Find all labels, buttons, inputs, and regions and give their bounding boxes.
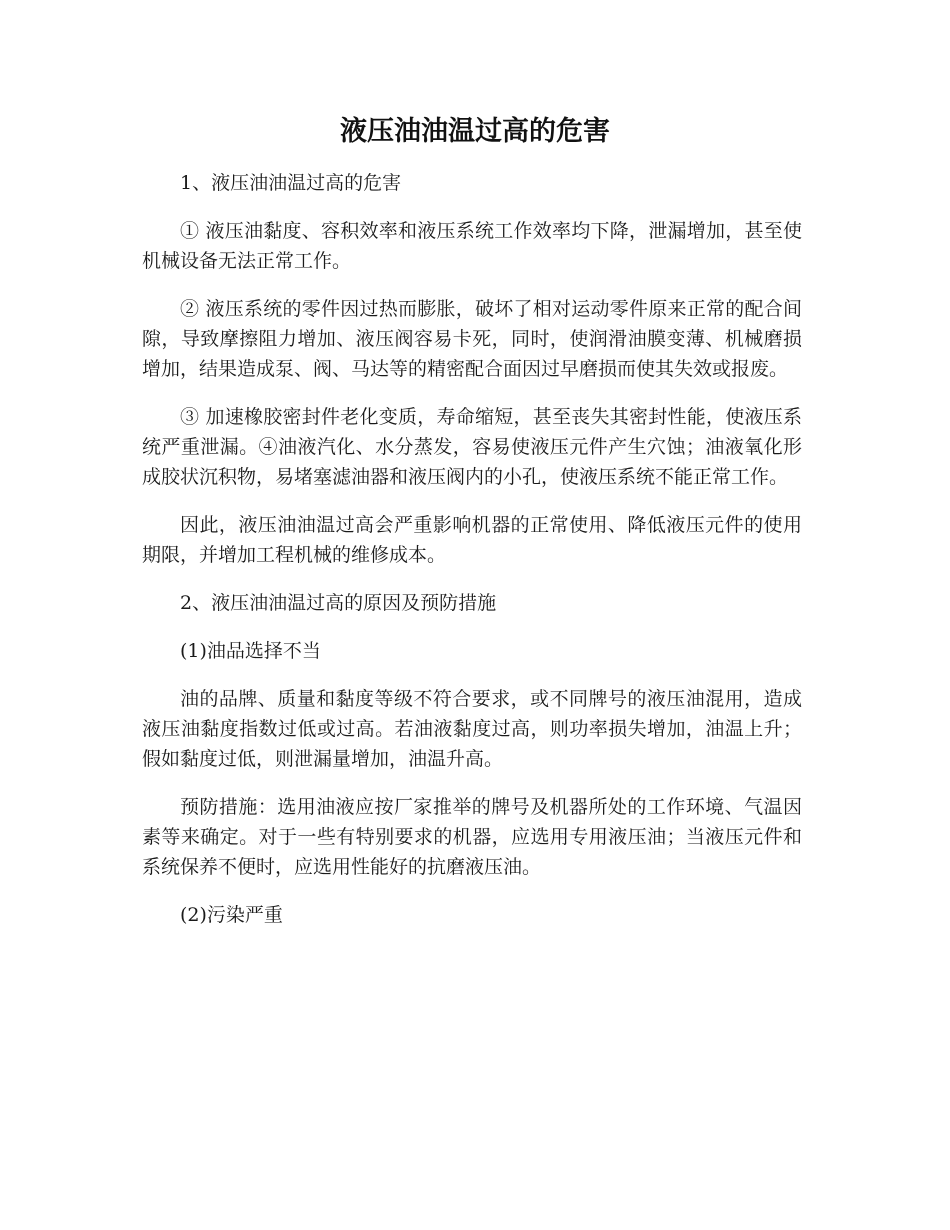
section-heading-2: 2、液压油油温过高的原因及预防措施 bbox=[180, 592, 497, 614]
subheading-oil-selection: (1)油品选择不当 bbox=[180, 640, 321, 662]
paragraph-oil-selection: 油的品牌、质量和黏度等级不符合要求，或不同牌号的液压油混用，造成液压油黏度指数过低或过高。若油液黏度过高，则功率损失增加，油温上升；假如黏度过低，则泄漏量增加，油温升高。 bbox=[142, 688, 802, 770]
paragraph-prevention: 预防措施：选用油液应按厂家推举的牌号及机器所处的工作环境、气温因素等来确定。对于一些有特别要求的机器，应选用专用液压油；当液压元件和系统保养不便时，应选用性能好的抗磨液压油。 bbox=[142, 796, 802, 878]
document-body bbox=[142, 168, 802, 948]
subheading-contamination: (2)污染严重 bbox=[180, 904, 283, 926]
document-title: 液压油油温过高的危害 bbox=[340, 116, 610, 147]
paragraph-harm-3-4: ③ 加速橡胶密封件老化变质，寿命缩短，甚至丧失其密封性能，使液压系统严重泄漏。④油液汽化、水分蒸发，容易使液压元件产生穴蚀；油液氧化形成胶状沉积物，易堵塞滤油器和液压阀内的小孔，使液压系统不能正常工作。 bbox=[142, 406, 802, 488]
paragraph-harm-1: ① 液压油黏度、容积效率和液压系统工作效率均下降，泄漏增加，甚至使机械设备无法正常工作。 bbox=[142, 220, 802, 272]
section-heading-1: 1、液压油油温过高的危害 bbox=[180, 172, 402, 194]
paragraph-conclusion: 因此，液压油油温过高会严重影响机器的正常使用、降低液压元件的使用期限，并增加工程机械的维修成本。 bbox=[142, 514, 802, 566]
paragraph-harm-2: ② 液压系统的零件因过热而膨胀，破坏了相对运动零件原来正常的配合间隙，导致摩擦阻力增加、液压阀容易卡死，同时，使润滑油膜变薄、机械磨损增加，结果造成泵、阀、马达等的精密配合面因过早磨损而使其失效或报废。 bbox=[142, 298, 802, 380]
